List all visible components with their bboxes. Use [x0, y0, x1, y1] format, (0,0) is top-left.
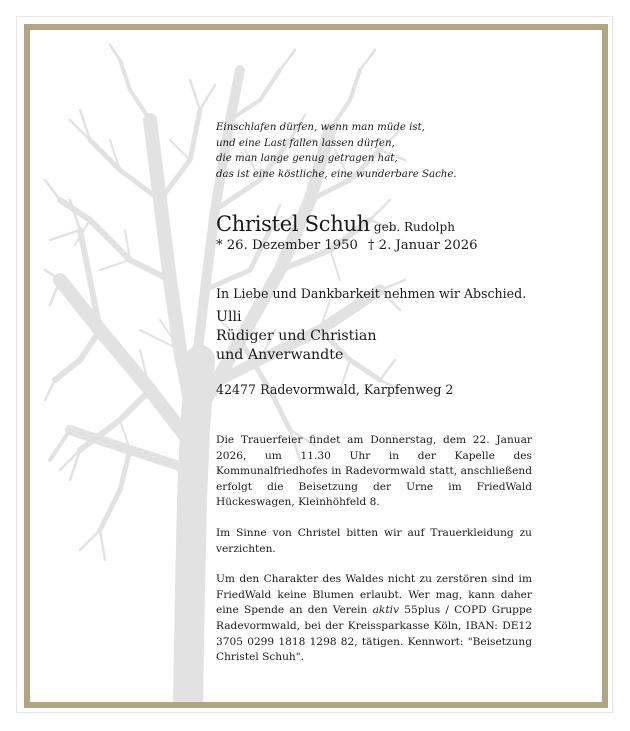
maiden-name: geb. Rudolph	[373, 220, 455, 234]
poem	[216, 120, 556, 182]
poem-line: Einschlafen dürfen, wenn man müde ist,	[216, 122, 425, 133]
donation-text-1: Um den Charakter des Waldes nicht zu zerstören sind im FriedWald keine Blumen erlaubt. Wer mag, kann daher eine Spende an den Verein	[216, 573, 532, 617]
address: 42477 Radevormwald, Karpfenweg 2	[216, 382, 454, 397]
donation-association-italic: aktiv	[372, 604, 399, 617]
life-dates	[216, 238, 556, 253]
donation-text-2: 55plus / COPD Gruppe Radevormwald, bei der Kreissparkasse Köln, IBAN: DE12 3705 0299 1818 1298 82, tätigen. Kennwort: "Beisetzung Christel Schuh".	[216, 604, 532, 664]
donation-paragraph	[216, 572, 532, 666]
family-member: Ulli	[216, 309, 242, 325]
ceremony-paragraph: Die Trauerfeier findet am Donnerstag, dem 22. Januar 2026, um 11.30 Uhr in der Kapelle des Kommunalfriedhofes in Radevormwald statt, anschließend erfolgt die Beisetzung der Urne im FriedWald Hückeswagen, Kleinhöhfeld 8.	[216, 434, 532, 509]
birth-date: * 26. Dezember 1950	[216, 238, 358, 253]
deceased-name: Christel Schuh	[216, 212, 370, 236]
clothing-paragraph: Im Sinne von Christel bitten wir auf Trauerkleidung zu verzichten.	[216, 526, 532, 555]
poem-line: und eine Last fallen lassen dürfen,	[216, 137, 395, 149]
farewell-text: In Liebe und Dankbarkeit nehmen wir Abschied.	[216, 286, 527, 301]
obituary-frame	[24, 24, 608, 708]
family-member: und Anverwandte	[216, 347, 344, 363]
family-list	[216, 308, 556, 365]
poem-line: die man lange genug getragen hat,	[216, 153, 398, 164]
family-member: Rüdiger und Christian	[216, 328, 377, 344]
deceased-name-line	[216, 212, 556, 236]
obituary-content	[216, 120, 556, 676]
poem-line: das ist eine köstliche, eine wunderbare Sache.	[216, 168, 457, 180]
death-date: † 2. Januar 2026	[367, 238, 478, 253]
